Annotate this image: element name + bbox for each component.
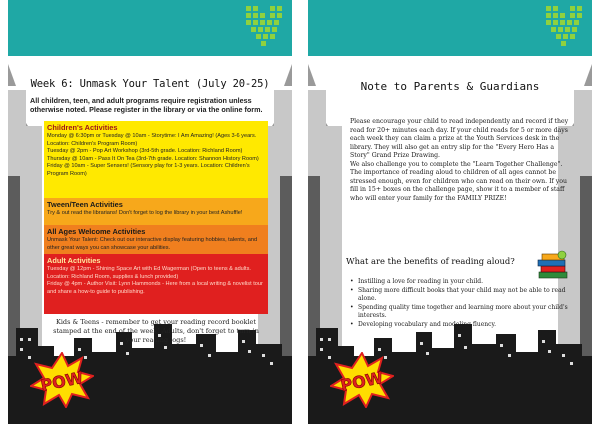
book-stack-icon [536,250,570,280]
children-item: Monday @ 6:30pm or Tuesday @ 10am - Storytime: I Am Amazing! (Ages 3-6 years. Location: Children's Program Room) [47,132,257,147]
pow-text: POW [38,367,85,396]
registration-note: All children, teen, and adult programs require registration unless otherwise noted. Please register in the library or via the online form. [30,96,263,115]
pow-burst-icon [30,352,94,408]
pow-text: POW [338,367,385,396]
pow-burst-icon [330,352,394,408]
green-chevron-heart-logo-icon [244,4,284,52]
children-item: Thursday @ 10am - Pass It On Tea (3rd-7th grade. Location: Shannon History Room) [47,155,259,162]
adult-heading: Adult Activities [47,256,101,265]
list-item: • Developing vocabulary and modeling fluency. [350,321,570,330]
flyer-page-left [8,0,292,424]
all-ages-heading: All Ages Welcome Activities [47,227,146,236]
benefits-question: What are the benefits of reading aloud? [346,256,515,266]
adult-activities-block [44,254,268,314]
adult-item: Tuesday @ 12pm - Shining Space Art with Ed Wagerman (Open to teens & adults. Location: Richland Room, supplies & lunch provided) [47,265,251,280]
note-paragraph: Please encourage your child to read independently and record if they read for 20+ minutes each day. If your child reads for 5 or more days each week they can claim a prize at the Youth Services desk in the library. They will also get an entry slip for the "Every Hero Has a Story" Grand Prize Drawing. [350,118,569,160]
parents-note-body [350,118,570,203]
adult-item: Friday @ 4pm - Author Visit: Lynn Hammonds - Here from a local writing & novelist tour and share a how-to guide to publishing. [47,281,263,295]
note-paragraph: We also challenge you to complete the "Learn Together Challenge". The importance of reading aloud to children of all ages cannot be stressed enough, even for children who can read on their own. If you fill in 15+ boxes on the challenge page, show it to a member of staff who will enter your family for the FAMILY PRIZE! [350,160,567,202]
children-heading: Children's Activities [47,123,118,132]
list-item: • Instilling a love for reading in your child. [350,278,570,287]
kids-teens-reminder: Kids & Teens - remember to get your reading record booklet stamped at the end of the week! Adults, don't forget to turn in your reading logs! [53,318,259,345]
green-chevron-heart-logo-icon [544,4,584,52]
children-activities-block [44,121,268,198]
list-item: • Spending quality time together and learning more about your child's interests. [350,304,570,321]
flyer-page-right [308,0,592,424]
tween-text: Try & out read the librarians! Don't forget to log the library in your best Ashuffle! [47,209,243,216]
all-ages-block [44,225,268,254]
week-title: Week 6: Unmask Your Talent (July 20-25) [30,78,270,90]
tween-teen-block [44,198,268,225]
list-item: • Sharing more difficult books that your child may not be able to read alone. [350,287,570,304]
tween-heading: Tween/Teen Activities [47,200,123,209]
children-item: Friday @ 10am - Super Sensers! (Sensory play for 1-3 years. Location: Children's Program Room) [47,163,250,177]
benefits-list [350,278,570,329]
all-ages-text: Unmask Your Talent: Check out our interactive display featuring hobbies, talents, and other great ways you can showcase your abilities. [47,236,258,251]
children-item: Tuesday @ 2pm - Pop Art Workshop (3rd-5th grade. Location: Richland Room) [47,148,243,155]
note-title: Note to Parents & Guardians [360,80,540,93]
